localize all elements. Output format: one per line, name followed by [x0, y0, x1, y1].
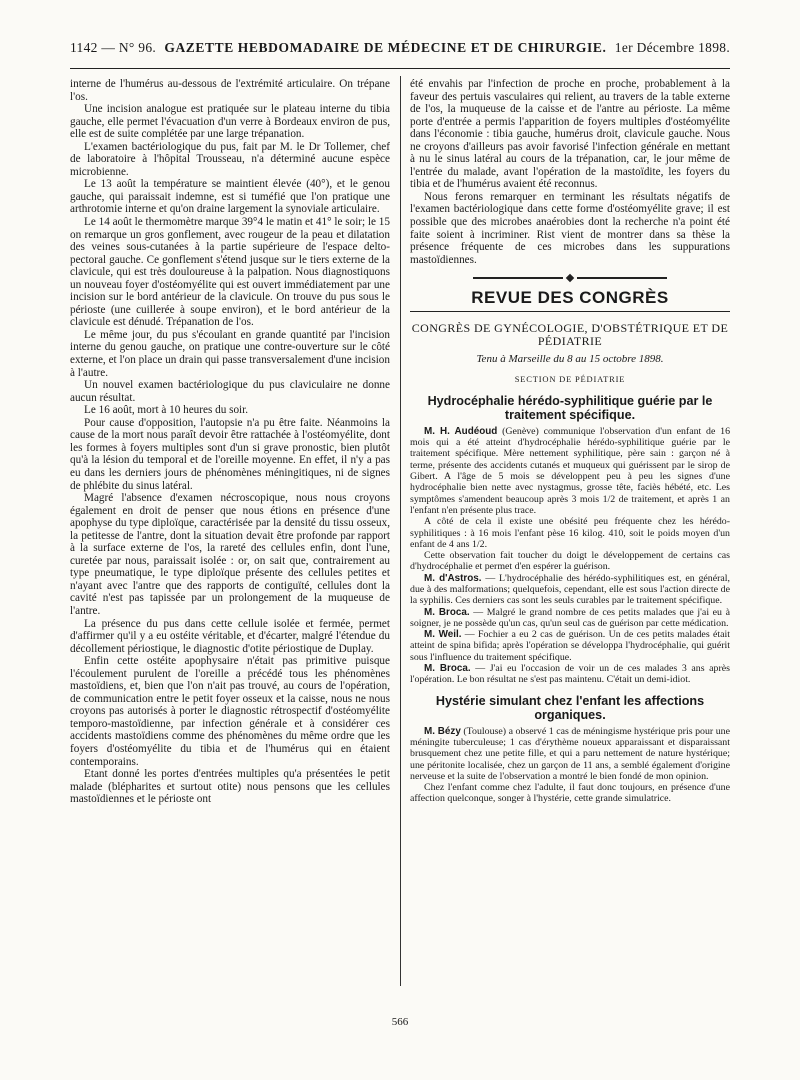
speaker-name: M. Broca.	[424, 606, 470, 618]
paragraph: Le 13 août la température se maintient élevée (40°), et le genou gauche, qui paraissait indemne, est si tuméfié que l'on pratique une arthrotomie interne et qu'on draine largement la synoviale articulaire.	[70, 178, 390, 216]
paragraph: Chez l'enfant comme chez l'adulte, il faut donc toujours, en présence d'une affection quelconque, songer à l'hystérie, cette grande simulatrice.	[410, 782, 730, 805]
paragraph: Le même jour, du pus s'écoulant en grande quantité par l'incision interne du genou gauche, on pratique une contre-ouverture sur le côté externe, et l'on place un drain qui passe transversalement d'une incision à l'autre.	[70, 328, 390, 379]
speaker-name: M. d'Astros.	[424, 572, 482, 584]
paragraph: La présence du pus dans cette cellule isolée et fermée, permet d'affirmer qu'il y a eu ostéite véritable, et d'écarter, malgré l'étendue du décollement périostique, le diagnostic d'otite périostique de Duplay.	[70, 617, 390, 655]
page-header	[70, 40, 730, 69]
article-body	[410, 426, 730, 686]
paragraph: Le 14 août le thermomètre marque 39°4 le matin et 41° le soir; le 15 on remarque un gros gonflement, avec rougeur de la peau et dilatation des veines sous-cutanées à la partie supérieure de l'espace delto-pectoral gauche. Ce gonflement s'étend jusque sur le tiers externe de la clavicule, qui est très douloureuse à la palpation. Nous diagnostiquons un nouveau foyer d'ostéomyélite qui est ouvert immédiatement par une incision sur le bord antérieur de la clavicule. On trouve du pus sous le périoste (une cuillerée à soupe environ), et le bord antérieur de la clavicule est dénudé. Trépanation de l'os.	[70, 216, 390, 329]
section-rule	[410, 311, 730, 312]
congress-dates: Tenu à Marseille du 8 au 15 octobre 1898.	[476, 352, 664, 365]
speaker-name: M. Weil.	[424, 629, 462, 641]
speaker-name: M. Broca.	[424, 663, 471, 675]
issue-number: 1142 — N° 96.	[70, 40, 157, 55]
paragraph: Pour cause d'opposition, l'autopsie n'a pu être faite. Néanmoins la cause de la mort nous paraît devoir être rattachée à l'ostéomyélite, dont les formes à foyers multiples sont d'un si grave pronostic, bien plutôt qu'à la lésion du temporal et de l'oreille moyenne. En effet, il n'y a pas eu dans les derniers jours de phénomènes méningitiques, ni de signes de phlébite du sinus latéral.	[70, 416, 390, 492]
paragraph: Un nouvel examen bactériologique du pus claviculaire ne donne aucun résultat.	[70, 379, 390, 404]
paragraph: (Toulouse) a observé 1 cas de méningisme hystérique pris pour une méningite tuberculeuse; 1 cas d'érythème noueux apparaissant et disparaissant brusquement chez une petite fille, et qui a paru nettement de nature hystérique; une péritonite localisée, chez un garçon de 11 ans, a semblé également d'origine nerveuse et la suite de l'observation a montré le bien fondé de mon opinion.	[410, 725, 730, 782]
page-number: 566	[391, 1016, 409, 1028]
paragraph: été envahis par l'infection de proche en proche, probablement à la faveur des pertuis vasculaires qui relient, au travers de la table externe de l'os, la muqueuse de la caisse et de l'antre au périoste. La même porte d'entrée a permis l'apparition de foyers multiples d'ostéomyélite dans l'économie : tibia gauche, humérus droit, clavicule gauche. Nous ne croyons d'ailleurs pas avoir favorisé l'infection générale en mettant à nu le sinus latéral au cours de la trépanation, car, le jour même de l'entrée du malade, avant l'opération de la mastoïdite, les foyers du tibia et de l'humérus avaient été reconnus.	[410, 78, 730, 191]
paragraph: L'examen bactériologique du pus, fait par M. le Dr Tollemer, chef de laboratoire à l'hôpital Trousseau, n'a déterminé aucune espèce microbienne.	[70, 140, 390, 178]
speaker-name: M. H. Audéoud	[424, 425, 498, 437]
paragraph: Cette observation fait toucher du doigt le développement de certains cas d'hydrocéphalie et permet d'en espérer la guérison.	[410, 550, 730, 573]
section-title: REVUE DES CONGRÈS	[471, 288, 669, 308]
article-title: Hydrocéphalie hérédo-syphilitique guérie par le traitement spécifique.	[427, 393, 713, 422]
paragraph: Une incision analogue est pratiquée sur le plateau interne du tibia gauche, elle permet l'évacuation d'un verre à Bordeaux environ de pus, elle est de suite complétée par une large trépanation.	[70, 103, 390, 141]
paragraph: Le 16 août, mort à 10 heures du soir.	[84, 404, 249, 417]
paragraph: Nous ferons remarquer en terminant les résultats négatifs de l'examen bactériologique dans cette forme d'ostéomyélite grave; il est possible que des microbes anaérobies dont la recherche n'a point été faite soient à incriminer. Rist vient de montrer dans sa thèse la présence fréquente de ces microbes dans les suppurations mastoïdiennes.	[410, 190, 730, 266]
issue-date: 1er Décembre 1898.	[614, 40, 730, 55]
article-title: Hystérie simulant chez l'enfant les affections organiques.	[435, 693, 705, 722]
speaker-name: M. Bézy	[424, 725, 461, 737]
paragraph: — Malgré le grand nombre de ces petits malades que j'ai eu à soigner, je ne possède qu'un cas, qu'un seul cas de guérison par cette médication.	[410, 606, 730, 629]
journal-title: GAZETTE HEBDOMADAIRE DE MÉDECINE ET DE CHIRURGIE.	[164, 40, 607, 55]
subsection-title: SECTION DE PÉDIATRIE	[514, 374, 626, 385]
paragraph: Etant donné les portes d'entrées multiples qu'a présentées le petit malade (blépharites et surtout otite) nous pensons que les cellules mastoïdiennes et le périoste ont	[70, 768, 390, 806]
paragraph: — L'hydrocéphalie des hérédo-syphilitiques est, en général, due à des malformations; quelquefois, cependant, elle est sous l'action directe de la syphilis. Ces derniers cas sont les seuls curables par le traitement spécifique.	[410, 572, 730, 607]
ornament-divider	[410, 274, 730, 282]
paragraph: Enfin cette ostéite apophysaire n'était pas primitive puisque l'écoulement purulent de l'oreille a précédé tous les phénomènes mastoïdiens, et, bien que l'on n'ait pas trouvé, au cours de l'opération, de communication entre le petit foyer osseux et la caisse, nous ne nous croyons pas autorisés à porter le diagnostic rétrospectif d'ostéomyélite temporo-mastoïdienne, par infection générale et à considérer ces accidents mastoïdiens comme des phénomènes du même ordre que les foyers d'ostéomyélite du tibia et de l'humérus qui en étaient contemporains.	[70, 655, 390, 768]
paragraph: interne de l'humérus au-dessous de l'extrémité articulaire. On trépane l'os.	[70, 78, 390, 103]
article-body	[410, 726, 730, 805]
right-column	[410, 78, 730, 805]
congress-title: CONGRÈS DE GYNÉCOLOGIE, D'OBSTÉTRIQUE ET DE PÉDIATRIE	[411, 320, 729, 349]
column-rule	[400, 76, 401, 986]
paragraph: A côté de cela il existe une obésité peu fréquente chez les hérédo-syphilitiques : à 16 mois l'enfant pèse 16 kilog. 410, soit le poids moyen d'un enfant de 4 ans 1/2.	[410, 516, 730, 550]
paragraph: — Fochier a eu 2 cas de guérison. Un de ces petits malades était atteint de spina bifida; après l'opération se développa l'hydrocéphalie, qui guérit sous l'influence du traitement spécifique.	[410, 629, 730, 663]
paragraph: — J'ai eu l'occasion de voir un de ces malades 3 ans après l'opération. Le bon résultat ne s'est pas maintenu. C'était un demi-idiot.	[410, 663, 730, 686]
paragraph: Magré l'absence d'examen nécroscopique, nous nous croyons également en droit de penser que nous étions en présence d'une apophyse du type diploïque, caractérisée par la densité du tissu osseux, la petitesse de l'antre, dont la situation devait être profonde par rapport à la surface externe de l'os, la rareté des cellules enfin, dont l'une, curetée par nous, paraissait isolée : or, on sait que, contrairement au type pneumatique, le type diploïque présente des cellules petites et n'ayant avec l'antre que des rapports de contiguïté, cellules dont la cavité n'est pas tapissée par un prolongement de la muqueuse de l'antre.	[70, 492, 390, 617]
paragraph: (Genève) communique l'observation d'un enfant de 16 mois qui a été atteint d'hydrocéphalie hérédo-syphilitique guérie par le traitement spécifique. Mère nettement syphilitique, père sain : garçon né à terme, présente des accidents cutanés et muqueux qui guérissent par le sirop de Gibert. A l'âge de 5 mois se développent peu à peu les signes d'une hydrocéphalie bien nette avec nystagmus, grosse tête, faciès hébété, etc. Les symptômes s'amendent beaucoup après 3 mois 1/2 de traitement, et après 1 an l'enfant n'en présente plus trace.	[410, 425, 731, 516]
left-column	[70, 78, 390, 806]
